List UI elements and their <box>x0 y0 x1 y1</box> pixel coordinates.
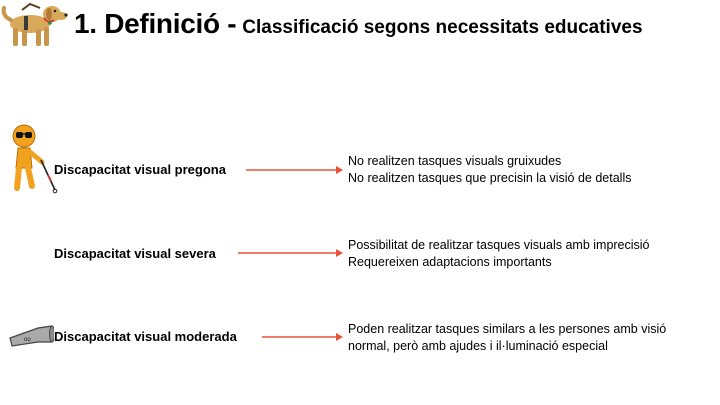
label-moderada: Discapacitat visual moderada <box>54 329 237 344</box>
desc-severa <box>348 237 650 271</box>
svg-text:oo: oo <box>24 337 31 343</box>
arrow-pregona <box>246 164 344 176</box>
desc-severa-line-1: Possibilitat de realitzar tasques visuals amb imprecisió <box>348 238 650 252</box>
desc-moderada-line-1: Poden realitzar tasques similars a les persones amb visió <box>348 322 667 336</box>
desc-pregona-line-2: No realitzen tasques que precisin la visió de detalls <box>348 171 632 185</box>
guide-dog-icon <box>0 2 70 50</box>
desc-moderada-line-2: normal, però amb ajudes i il·luminació especial <box>348 339 608 353</box>
magnifier-tool-icon <box>8 322 54 350</box>
page-title <box>74 8 643 40</box>
desc-severa-line-2: Requereixen adaptacions importants <box>348 255 552 269</box>
title-subtitle: Classificació segons necessitats educatives <box>242 17 643 38</box>
label-pregona: Discapacitat visual pregona <box>54 162 226 177</box>
arrow-moderada <box>262 331 344 343</box>
desc-pregona-line-1: No realitzen tasques visuals gruixudes <box>348 154 562 168</box>
label-severa: Discapacitat visual severa <box>54 246 216 261</box>
blind-person-icon <box>8 122 62 194</box>
desc-moderada <box>348 321 666 355</box>
desc-pregona <box>348 153 632 187</box>
title-main: 1. Definició - <box>74 8 237 39</box>
arrow-severa <box>238 247 344 259</box>
